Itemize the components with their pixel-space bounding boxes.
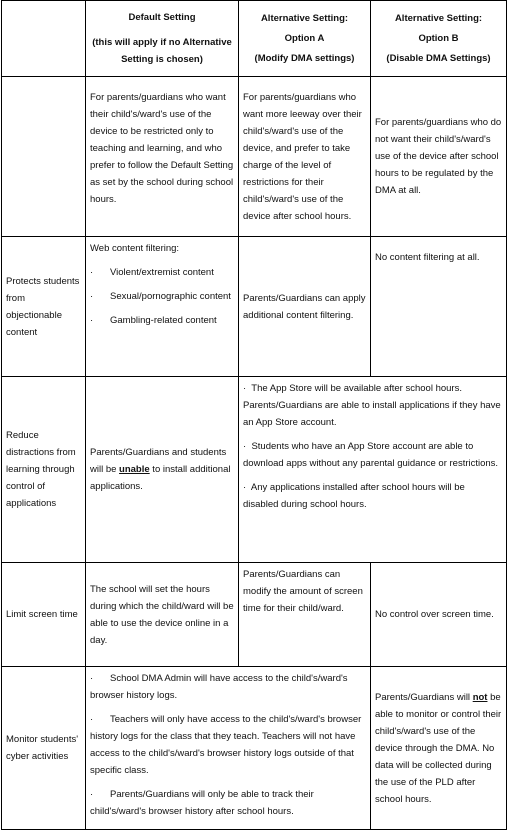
- objectionable-option-a-cell: Parents/Guardians can apply additional content filtering.: [239, 237, 371, 377]
- intro-option-b-cell: For parents/guardians who do not want their child's/ward's use of the device after school hours to be regulated by the DMA at all.: [371, 77, 507, 237]
- screen-time-row: [2, 563, 507, 667]
- distractions-alternative-cell: [239, 377, 507, 563]
- cyber-item-text: School DMA Admin will have access to the child's/ward's browser history logs.: [90, 673, 348, 701]
- objectionable-content-row: [2, 237, 507, 377]
- bullet-dot-icon: ·: [243, 441, 252, 452]
- intro-row: [2, 77, 507, 237]
- bullet-dot-icon: ·: [90, 315, 94, 326]
- app-store-item-text: Students who have an App Store account are able to download apps without any parental guidance or restrictions.: [243, 441, 499, 469]
- app-store-item: [243, 479, 502, 513]
- bullet-dot-icon: ·: [90, 673, 94, 684]
- app-store-item-text: Any applications installed after school hours will be disabled during school hours.: [243, 482, 465, 510]
- cyber-item: [90, 670, 366, 704]
- objectionable-default-cell: [86, 237, 239, 377]
- option-a-header: [239, 1, 371, 77]
- screen-time-option-b-cell: No control over screen time.: [371, 563, 507, 667]
- filter-item-text: Sexual/pornographic content: [110, 291, 231, 302]
- dma-settings-table: [1, 0, 507, 830]
- bullet-dot-icon: ·: [90, 291, 94, 302]
- option-b-header: [371, 1, 507, 77]
- default-setting-subtitle: (this will apply if no Alternative Setting is chosen): [92, 37, 232, 65]
- cyber-option-b-cell: [371, 667, 507, 830]
- option-b-title: Alternative Setting:: [394, 13, 483, 24]
- distractions-default-cell: [86, 377, 239, 563]
- filter-item-text: Gambling-related content: [110, 315, 217, 326]
- header-row: [2, 1, 507, 77]
- empty-corner-cell: [2, 1, 86, 77]
- bullet-dot-icon: ·: [243, 482, 251, 493]
- bullet-dot-icon: ·: [90, 267, 94, 278]
- distractions-default-emphasis: unable: [119, 464, 150, 475]
- default-setting-header: [86, 1, 239, 77]
- filtering-intro: Web content filtering:: [90, 243, 180, 254]
- bullet-dot-icon: ·: [90, 714, 94, 725]
- filter-item-text: Violent/extremist content: [110, 267, 214, 278]
- cyber-item: [90, 786, 366, 820]
- filter-item: [90, 264, 234, 281]
- distractions-row-label: Reduce distractions from learning through control of applications: [2, 377, 86, 563]
- cyber-item-text: Teachers will only have access to the child's/ward's browser history logs for the class that they teach. Teachers will not have access to the child's/ward's browser history logs outside of that specific class.: [90, 714, 362, 776]
- option-b-subtitle: (Disable DMA Settings): [386, 53, 491, 64]
- distractions-row: [2, 377, 507, 563]
- cyber-activities-row: [2, 667, 507, 830]
- option-a-label: Option A: [284, 33, 325, 44]
- option-a-subtitle: (Modify DMA settings): [254, 53, 355, 64]
- distractions-default-post: to install additional applications.: [90, 464, 231, 492]
- intro-label-cell: [2, 77, 86, 237]
- cyber-item-text: Parents/Guardians will only be able to track their child's/ward's browser history after school hours.: [90, 789, 314, 817]
- option-b-label: Option B: [418, 33, 459, 44]
- default-setting-title: Default Setting: [128, 12, 196, 23]
- objectionable-option-b-cell: No content filtering at all.: [371, 237, 507, 377]
- option-a-title: Alternative Setting:: [260, 13, 349, 24]
- cyber-option-b-pre: Parents/Guardians will: [375, 691, 473, 703]
- intro-option-a-cell: For parents/guardians who want more leeway over their child's/ward's use of the device, and prefer to take charge of the level of restrictions for their child's/ward's use of the device after school hours.: [239, 77, 371, 237]
- cyber-item: [90, 711, 366, 779]
- bullet-dot-icon: ·: [90, 789, 94, 800]
- screen-time-option-a-cell: Parents/Guardians can modify the amount of screen time for their child/ward.: [239, 563, 371, 667]
- cyber-default-cell: [86, 667, 371, 830]
- cyber-option-b-emphasis: not: [472, 691, 488, 703]
- app-store-item: [243, 438, 502, 472]
- distractions-default-pre: Parents/Guardians and students will be: [90, 447, 227, 475]
- filter-item: [90, 288, 234, 305]
- objectionable-row-label: Protects students from objectionable content: [2, 237, 86, 377]
- cyber-row-label: Monitor students' cyber activities: [2, 667, 86, 830]
- bullet-dot-icon: ·: [243, 383, 252, 394]
- filter-item: [90, 312, 234, 329]
- app-store-item: [243, 380, 502, 431]
- cyber-option-b-post: be able to monitor or control their child's/ward's use of the device through the DMA. No data will be collected during the use of the PLD after school hours.: [375, 691, 502, 805]
- intro-default-cell: For parents/guardians who want their child's/ward's use of the device to be restricted only to teaching and learning, and who prefer to follow the Default Setting as set by the school during school hours.: [86, 77, 239, 237]
- app-store-item-text: The App Store will be available after school hours. Parents/Guardians are able to install applications if they have an App Store account.: [243, 383, 501, 428]
- screen-time-row-label: Limit screen time: [2, 563, 86, 667]
- screen-time-default-cell: The school will set the hours during which the child/ward will be able to use the device online in a day.: [86, 563, 239, 667]
